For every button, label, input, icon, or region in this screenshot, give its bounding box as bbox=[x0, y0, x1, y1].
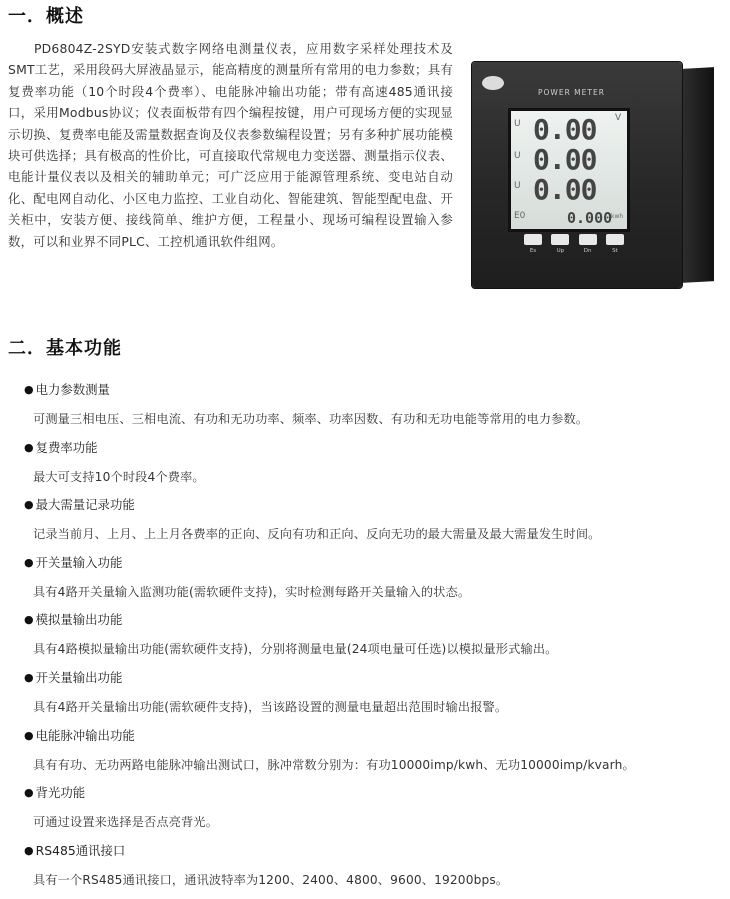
feature-description: 具有一个RS485通讯接口，通讯波特率为1200、2400、4800、9600、19200bps。 bbox=[33, 872, 509, 887]
meter-title: POWER METER bbox=[538, 88, 605, 97]
feature-item bbox=[24, 610, 724, 668]
feature-item bbox=[24, 841, 724, 899]
feature-description: 具有4路开关量输入监测功能(需软硬件支持)，实时检测每路开关量输入的状态。 bbox=[33, 584, 471, 599]
feature-title: 开关量输入功能 bbox=[35, 554, 123, 570]
feature-description: 具有4路模拟量输出功能(需软硬件支持)，分别将测量电量(24项电量可任选)以模拟量形式输出。 bbox=[33, 642, 558, 657]
feature-item bbox=[24, 668, 724, 726]
feature-title: 背光功能 bbox=[35, 785, 86, 801]
section-heading-overview: 一．概述 bbox=[8, 6, 84, 27]
meter-front-panel bbox=[472, 62, 682, 288]
bullet-icon: ● bbox=[24, 843, 34, 857]
feature-description: 记录当前月、上月、上上月各费率的正向、反向有功和正向、反向无功的最大需量及最大需量发生时间。 bbox=[33, 527, 601, 542]
feature-description: 具有4路开关量输出功能(需软硬件支持)，当该路设置的测量电量超出范围时输出报警。 bbox=[33, 699, 508, 714]
lcd-unit-v: V bbox=[615, 113, 622, 123]
meter-button-es[interactable]: Es bbox=[524, 234, 542, 245]
feature-title: RS485通讯接口 bbox=[35, 842, 126, 858]
bullet-icon: ● bbox=[24, 728, 34, 742]
feature-item bbox=[24, 438, 724, 496]
feature-item bbox=[24, 380, 724, 438]
feature-description: 最大可支持10个时段4个费率。 bbox=[33, 469, 205, 484]
feature-title: 复费率功能 bbox=[35, 439, 98, 455]
brand-logo bbox=[482, 76, 504, 90]
bullet-icon: ● bbox=[24, 613, 34, 627]
feature-item bbox=[24, 726, 724, 784]
lcd-reading-2: 0.00 bbox=[533, 143, 597, 176]
bullet-icon: ● bbox=[24, 498, 34, 512]
feature-title: 电能脉冲输出功能 bbox=[35, 727, 135, 743]
feature-title: 开关量输出功能 bbox=[35, 669, 123, 685]
feature-title: 电力参数测量 bbox=[35, 382, 110, 397]
overview-paragraph: PD6804Z-2SYD安装式数字网络电测量仪表，应用数字采样处理技术及SMT工艺，采用段码大屏液晶显示，能高精度的测量所有常用的电力参数；具有复费率功能（10个时段4个费率）、电能脉冲输出功能；带有高速485通讯接口，采用Modbus协议；仪表面板带有四个编程按键，用户可现场方便的实现显示切换、复费率电能及需量数据查询及仪表参数编程设置；另有多种扩展功能模块可供选择；具有极高的性价比，可直接取代常规电力变送器、测量指示仪表、电能计量仪表以及相关的辅助单元；可广泛应用于能源管理系统、变电站自动化、配电网自动化、小区电力监控、工业自动化、智能建筑、智能型配电盘、开关柜中，安装方便、接线简单、维护方便，工程量小、现场可编程设置输入参数，可以和业界不同PLC、工控机通讯软件组网。 bbox=[8, 41, 453, 249]
feature-item bbox=[24, 783, 724, 841]
lcd-energy-unit: kwh bbox=[611, 213, 624, 220]
feature-title: 模拟量输出功能 bbox=[35, 612, 123, 628]
meter-button-up[interactable]: Up bbox=[551, 234, 569, 245]
feature-title: 最大需量记录功能 bbox=[35, 497, 135, 513]
lcd-energy-label: E0 bbox=[514, 211, 526, 221]
bullet-icon: ● bbox=[24, 555, 34, 569]
feature-item bbox=[24, 495, 724, 553]
feature-description: 具有有功、无功两路电能脉冲输出测试口，脉冲常数分别为：有功10000imp/kwh、无功10000imp/kvarh。 bbox=[33, 757, 635, 772]
feature-item bbox=[24, 553, 724, 611]
feature-description: 可测量三相电压、三相电流、有功和无功功率、频率、功率因数、有功和无功电能等常用的电力参数。 bbox=[33, 412, 589, 426]
bullet-icon: ● bbox=[24, 383, 34, 396]
lcd-display: U 0.00 V U 0.00 U 0.00 E0 0.000 kwh bbox=[508, 108, 630, 232]
feature-list bbox=[24, 380, 724, 898]
bullet-icon: ● bbox=[24, 440, 34, 454]
feature-description: 可通过设置来选择是否点亮背光。 bbox=[33, 815, 219, 830]
power-meter-image bbox=[472, 62, 720, 290]
lcd-energy-value: 0.000 bbox=[567, 209, 613, 227]
section-heading-functions: 二．基本功能 bbox=[8, 338, 122, 359]
bullet-icon: ● bbox=[24, 786, 34, 800]
meter-side-panel bbox=[682, 67, 714, 283]
meter-button-dn[interactable]: Dn bbox=[579, 234, 597, 245]
meter-button-st[interactable]: St bbox=[606, 234, 624, 245]
lcd-reading-3: 0.00 bbox=[533, 173, 597, 206]
lcd-reading-1: 0.00 bbox=[533, 113, 597, 146]
bullet-icon: ● bbox=[24, 670, 34, 684]
meter-buttons bbox=[524, 234, 624, 254]
